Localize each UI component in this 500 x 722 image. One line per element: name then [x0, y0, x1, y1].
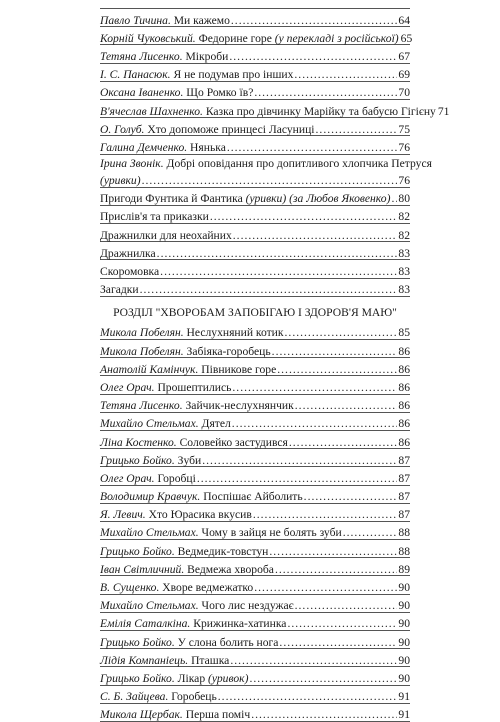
entry-title: Соловейко застудився — [179, 435, 288, 449]
dot-leader — [295, 400, 398, 412]
toc-entry — [100, 242, 410, 260]
entry-author: Грицько Бойко. — [100, 635, 175, 649]
entry-author: Микола Щербак. — [100, 708, 183, 722]
entry-title: Казка про дівчинку Марійку та бабусю Гігієну — [205, 104, 436, 118]
entry-note: (за Любов Яковенко) — [289, 192, 391, 206]
entry-text — [100, 106, 436, 118]
toc-entry — [100, 595, 410, 613]
entry-title: Дражнилки для неохайних — [100, 228, 232, 242]
entry-author: В'ячеслав Шахненко. — [100, 104, 203, 118]
entry-title: Перша поміч — [185, 708, 251, 722]
entry-page: 83 — [398, 265, 410, 279]
entry-text — [100, 69, 293, 81]
entry-title: Хто Юрасика вкусив — [148, 508, 252, 522]
dot-leader — [227, 142, 398, 154]
entry-page: 91 — [398, 708, 410, 722]
entry-page: 75 — [398, 122, 410, 136]
entry-text — [100, 491, 303, 503]
dot-leader — [230, 655, 397, 667]
entry-title: Дражнилка — [100, 246, 156, 260]
entry-title: Пташка — [191, 653, 230, 667]
dot-leader — [218, 691, 398, 703]
entry-title: Поспішає Айболить — [203, 490, 303, 504]
entry-author: Михайло Стельмах. — [100, 526, 199, 540]
entry-page: 70 — [398, 86, 410, 100]
toc-entry — [100, 322, 410, 340]
toc-entry — [100, 649, 410, 667]
entry-author: Грицько Бойко. — [100, 544, 175, 558]
dot-leader — [295, 600, 398, 612]
dot-leader — [304, 491, 398, 503]
toc-entry — [100, 9, 410, 27]
entry-title: Лікар — [177, 671, 206, 685]
entry-title: Неслухняний котик — [186, 326, 284, 340]
entry-title: Дятел — [201, 417, 231, 431]
dot-leader — [279, 637, 397, 649]
entry-text — [100, 600, 294, 612]
entry-text — [100, 400, 294, 412]
dot-leader — [294, 69, 397, 81]
toc-entry — [100, 449, 410, 467]
entry-title: Пригоди Фунтика й Фантика — [100, 192, 243, 206]
entry-title: Нянька — [190, 140, 226, 154]
entry-page: 86 — [398, 362, 410, 376]
entry-title: Ми кажемо — [173, 13, 230, 27]
entry-text — [100, 382, 231, 394]
entry-title: Забіяка-горобець — [186, 344, 271, 358]
entry-author: Михайло Стельмах. — [100, 417, 199, 431]
dot-leader — [287, 618, 397, 630]
entry-text — [100, 637, 278, 649]
entry-page: 87 — [398, 471, 410, 485]
dot-leader — [343, 527, 398, 539]
toc-entry — [100, 631, 410, 649]
entry-author: Олег Орач. — [100, 380, 155, 394]
dot-leader — [160, 266, 397, 278]
entry-text — [100, 248, 156, 260]
dot-leader — [202, 455, 397, 467]
toc-entry — [100, 188, 410, 206]
entry-title: Скоромовка — [100, 265, 160, 279]
entry-title: Прошептились — [157, 380, 232, 394]
toc-entry — [100, 0, 410, 9]
entry-author: С. Б. Зайцева. — [100, 690, 169, 704]
dot-leader — [249, 673, 397, 685]
toc-entry — [100, 522, 410, 540]
entry-page: 71 — [437, 104, 450, 118]
entry-page: 64 — [398, 13, 410, 27]
entry-author: Ірина Звонік. — [100, 156, 164, 170]
entry-text — [100, 327, 284, 339]
entry-note: (уривки) — [100, 174, 141, 188]
dot-leader — [229, 51, 397, 63]
dot-leader — [254, 87, 397, 99]
toc-entry — [100, 376, 410, 394]
entry-text — [100, 509, 252, 521]
dot-leader — [232, 382, 397, 394]
entry-author: Галина Демченко. — [100, 140, 188, 154]
entry-author: Оксана Іваненко. — [100, 86, 184, 100]
entry-page: 86 — [398, 344, 410, 358]
entry-author: Павло Тичина. — [100, 13, 171, 27]
entry-page: 80 — [398, 192, 410, 206]
entry-text — [100, 33, 399, 45]
entry-page: 65 — [400, 31, 413, 45]
dot-leader — [316, 124, 398, 136]
entry-author: В. Сущенко. — [100, 581, 160, 595]
entry-note: (у перекладі з російської) — [274, 31, 399, 45]
entry-page: 90 — [398, 581, 410, 595]
dot-leader — [231, 15, 398, 27]
toc-entry — [100, 540, 410, 558]
entry-text — [100, 284, 139, 296]
dot-leader — [233, 230, 398, 242]
entry-page: 87 — [398, 490, 410, 504]
entry-page: 85 — [398, 326, 410, 340]
toc-entry — [100, 100, 450, 118]
dot-leader — [210, 211, 398, 223]
entry-page: 69 — [398, 68, 410, 82]
entry-page: 91 — [398, 690, 410, 704]
entry-text — [100, 211, 209, 223]
entry-page: 90 — [398, 635, 410, 649]
toc-entry — [100, 224, 410, 242]
entry-text — [100, 709, 250, 721]
toc-entry — [100, 486, 410, 504]
toc-entry-multiline-cont — [100, 170, 410, 188]
entry-title: Прислів'я та приказки — [100, 210, 209, 224]
entry-author: Я. Левич. — [100, 508, 146, 522]
entry-author: Анатолій Камінчук. — [100, 362, 199, 376]
entry-text — [100, 582, 253, 594]
dot-leader — [251, 709, 397, 721]
entry-author: Ліна Костенко. — [100, 435, 177, 449]
toc-entry — [100, 136, 410, 154]
dot-leader — [289, 437, 398, 449]
dot-leader — [232, 418, 398, 430]
toc-entry — [100, 358, 410, 376]
entry-page: 86 — [398, 435, 410, 449]
entry-page: 67 — [398, 49, 410, 63]
entry-author: Микола Побелян. — [100, 344, 184, 358]
entry-author: Михайло Стельмах. — [100, 599, 199, 613]
entry-page: 83 — [398, 246, 410, 260]
entry-text — [100, 455, 201, 467]
entry-title: Загадки — [100, 283, 139, 297]
entry-page: 83 — [398, 283, 410, 297]
entry-title: Горобці — [157, 471, 196, 485]
entry-author: Олег Орач. — [100, 471, 155, 485]
section-heading: РОЗДІЛ "ХВОРОБАМ ЗАПОБІГАЮ І ЗДОРОВ'Я МАЮ" — [113, 305, 397, 319]
entry-text — [100, 437, 288, 449]
entry-text — [100, 564, 274, 576]
dot-leader — [272, 346, 398, 358]
entry-title: Ведмежа хвороба — [187, 562, 274, 576]
entry-title: Хто допоможе принцесі Ласуниці — [147, 122, 315, 136]
entry-title: Горобець — [171, 690, 217, 704]
entry-page: 87 — [398, 453, 410, 467]
dot-leader — [142, 175, 398, 187]
dot-leader — [140, 284, 398, 296]
entry-text — [100, 364, 276, 376]
entry-author: Володимир Кравчук. — [100, 490, 201, 504]
entry-text — [100, 87, 253, 99]
entry-author: Емілія Саталкіна. — [100, 617, 191, 631]
entry-text — [100, 51, 228, 63]
entry-page: 82 — [398, 228, 410, 242]
entry-page: 90 — [398, 671, 410, 685]
entry-text — [100, 618, 286, 630]
entry-text — [100, 230, 232, 242]
toc-entry — [100, 206, 410, 224]
entry-author: Грицько Бойко. — [100, 671, 175, 685]
entry-note: (уривки) — [245, 192, 287, 206]
entry-text — [100, 124, 315, 136]
entry-author: Іван Світличний. — [100, 562, 185, 576]
entry-text — [100, 15, 230, 27]
toc-entry — [100, 82, 410, 100]
entry-text — [100, 266, 159, 278]
dot-leader — [157, 248, 398, 260]
entry-title: Добрі оповідання про допитливого хлопчика Петруся — [166, 156, 432, 170]
entry-title: Зайчик-неслухнянчик — [185, 399, 294, 413]
toc-entry — [100, 613, 410, 631]
entry-author: Тетяна Лисенко. — [100, 399, 183, 413]
dot-leader — [254, 582, 397, 594]
entry-title: Я не подумав про інших — [173, 68, 294, 82]
entry-page: 90 — [398, 653, 410, 667]
entry-title: Ведмедик-товстун — [177, 544, 269, 558]
entry-author: Лідія Компаніець. — [100, 653, 189, 667]
dot-leader — [391, 193, 397, 205]
toc-entry — [100, 504, 410, 522]
dot-leader — [275, 564, 397, 576]
entry-title: Зуби — [177, 453, 202, 467]
toc-entry — [100, 413, 410, 431]
entry-page: 90 — [398, 617, 410, 631]
toc-entry-multiline — [100, 155, 432, 170]
toc-entry — [100, 27, 413, 45]
entry-page: 87 — [398, 508, 410, 522]
entry-title: Федорине горе — [198, 31, 272, 45]
entry-text — [100, 193, 390, 205]
dot-leader — [269, 546, 397, 558]
entry-page: 90 — [398, 599, 410, 613]
entry-page: 88 — [398, 544, 410, 558]
entry-text — [100, 418, 231, 430]
entry-text — [100, 546, 268, 558]
entry-page: 89 — [398, 562, 410, 576]
entry-page: 86 — [398, 380, 410, 394]
toc-entry — [100, 467, 410, 485]
toc-entry — [100, 279, 410, 297]
entry-text — [100, 346, 271, 358]
entry-author: Микола Побелян. — [100, 326, 184, 340]
entry-author: Корній Чуковський. — [100, 31, 196, 45]
toc-entry — [100, 704, 410, 722]
entry-text — [100, 473, 196, 485]
entry-note: (уривок) — [208, 671, 249, 685]
toc-entry — [100, 431, 410, 449]
entry-text — [100, 527, 342, 539]
toc-entry — [100, 558, 410, 576]
entry-text — [100, 142, 226, 154]
dot-leader — [253, 509, 398, 521]
dot-leader — [285, 327, 398, 339]
toc-entry — [100, 118, 410, 136]
entry-title: Що Ромко їв? — [186, 86, 254, 100]
table-of-contents — [100, 0, 450, 722]
entry-page: 86 — [398, 399, 410, 413]
entry-text — [100, 691, 217, 703]
entry-title: У слона болить нога — [177, 635, 279, 649]
entry-author: О. Голуб. — [100, 122, 145, 136]
toc-entry — [100, 395, 410, 413]
dot-leader — [277, 364, 397, 376]
toc-entry — [100, 340, 410, 358]
entry-title: Чому в зайця не болять зуби — [201, 526, 342, 540]
entry-page: 86 — [398, 417, 410, 431]
entry-page: 82 — [398, 210, 410, 224]
entry-text — [100, 673, 248, 685]
entry-page: 76 — [398, 174, 410, 188]
entry-page: 76 — [398, 140, 410, 154]
entry-title: Крижинка-хатинка — [193, 617, 287, 631]
entry-title: Мікроби — [185, 49, 229, 63]
toc-entry — [100, 576, 410, 594]
toc-entry — [100, 686, 410, 704]
entry-author: І. С. Панасюк. — [100, 68, 171, 82]
entry-text — [100, 655, 229, 667]
entry-author: Тетяна Лисенко. — [100, 49, 183, 63]
toc-entry — [100, 667, 410, 685]
toc-entry — [100, 45, 410, 63]
entry-page: 88 — [398, 526, 410, 540]
entry-title: Півникове горе — [201, 362, 277, 376]
dot-leader — [197, 473, 398, 485]
entry-author: Грицько Бойко. — [100, 453, 175, 467]
toc-entry — [100, 64, 410, 82]
toc-entry — [100, 260, 410, 278]
entry-title: Чого лис нездужає — [201, 599, 294, 613]
entry-title: Хворе ведмежатко — [162, 581, 254, 595]
